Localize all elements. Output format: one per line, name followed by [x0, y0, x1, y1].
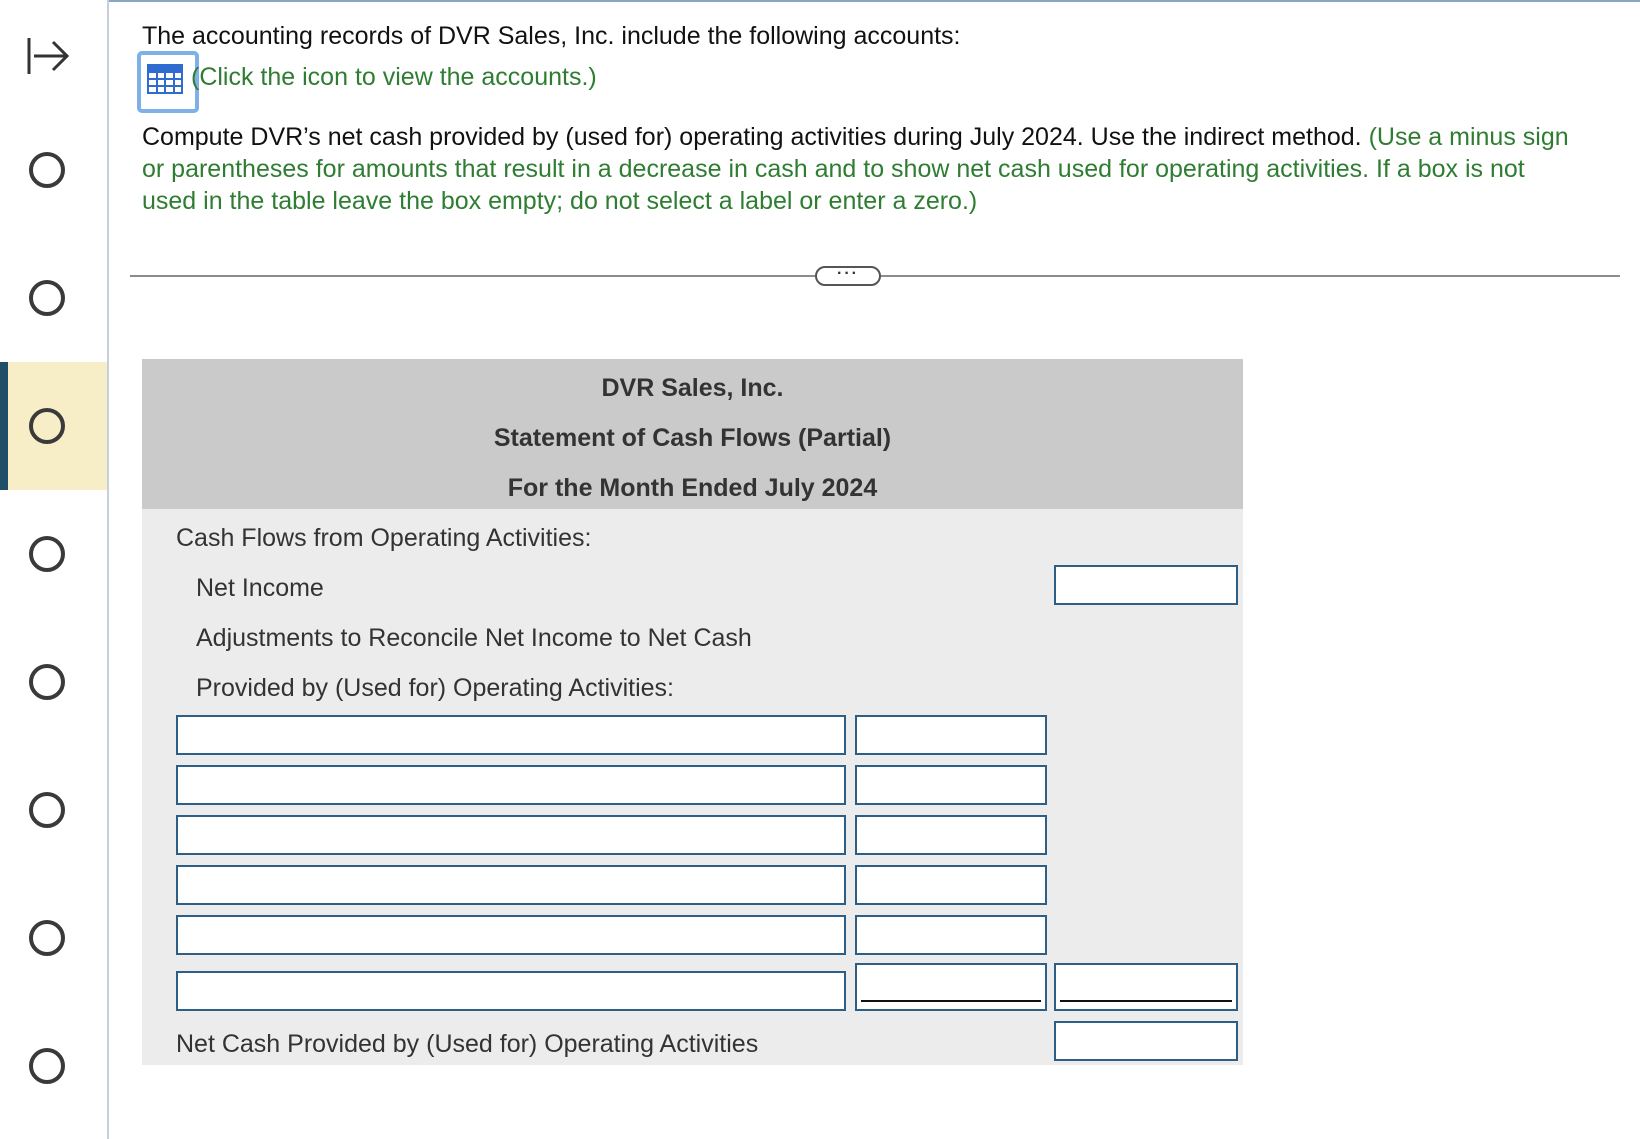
status-circle-icon: [29, 536, 65, 572]
statement-title: Statement of Cash Flows (Partial): [493, 424, 892, 452]
expand-sidebar-icon[interactable]: [24, 32, 72, 80]
status-circle-icon: [29, 280, 65, 316]
adjustment-label-select-5[interactable]: [176, 915, 846, 955]
instructions-hint: (Use a minus sign or parentheses for amounts that result in a decrease in cash and to show net cash used for operating activities. If a box is not used in the table leave the box empty; do not select a label or enter a zero.): [142, 123, 1569, 215]
active-indicator: [0, 362, 8, 490]
more-options-button[interactable]: ···: [815, 266, 881, 286]
status-circle-icon: [29, 1048, 65, 1084]
adjustments-label-line1: Adjustments to Reconcile Net Income to Net Cash: [196, 624, 752, 652]
intro-text: The accounting records of DVR Sales, Inc. include the following accounts:: [142, 22, 961, 50]
adjustment-amount-input-2[interactable]: [855, 765, 1047, 805]
question-item-3-active[interactable]: [0, 362, 107, 490]
statement-period: For the Month Ended July 2024: [507, 474, 878, 502]
table-icon: [147, 64, 183, 94]
status-circle-icon: [29, 920, 65, 956]
adjustment-amount-input-3[interactable]: [855, 815, 1047, 855]
net-income-label: Net Income: [196, 574, 324, 602]
statement-header: [142, 359, 1243, 509]
net-cash-label: Net Cash Provided by (Used for) Operating Activities: [176, 1030, 759, 1058]
adjustments-label-line2: Provided by (Used for) Operating Activities:: [196, 674, 674, 702]
question-sidebar: [0, 0, 109, 1139]
question-item-7[interactable]: [0, 874, 107, 1002]
adjustment-label-select-4[interactable]: [176, 865, 846, 905]
adjustment-amount-input-1[interactable]: [855, 715, 1047, 755]
section-label: Cash Flows from Operating Activities:: [176, 524, 592, 552]
company-name: DVR Sales, Inc.: [601, 374, 784, 402]
question-item-8[interactable]: [0, 1002, 107, 1130]
adjustment-label-select-6[interactable]: [176, 971, 846, 1011]
total-adjustments-input[interactable]: [1054, 963, 1238, 1011]
top-border: [0, 0, 1640, 2]
status-circle-icon: [29, 152, 65, 188]
adjustment-label-select-1[interactable]: [176, 715, 846, 755]
instructions-main: Compute DVR’s net cash provided by (used for) operating activities during July 2024. Use the indirect method.: [142, 123, 1369, 151]
accounts-table-button[interactable]: [137, 51, 199, 113]
net-income-input[interactable]: [1054, 565, 1238, 605]
question-item-5[interactable]: [0, 618, 107, 746]
question-item-1[interactable]: [0, 106, 107, 234]
adjustment-amount-input-5[interactable]: [855, 915, 1047, 955]
adjustment-label-select-3[interactable]: [176, 815, 846, 855]
adjustment-amount-input-4[interactable]: [855, 865, 1047, 905]
question-item-4[interactable]: [0, 490, 107, 618]
question-item-6[interactable]: [0, 746, 107, 874]
cash-flow-statement: [142, 359, 1243, 1065]
instructions: [142, 121, 1582, 217]
status-circle-icon: [29, 792, 65, 828]
status-circle-icon: [29, 664, 65, 700]
view-accounts-link[interactable]: (Click the icon to view the accounts.): [191, 63, 597, 91]
net-cash-input[interactable]: [1054, 1021, 1238, 1061]
adjustment-amount-input-6[interactable]: [855, 963, 1047, 1011]
adjustment-label-select-2[interactable]: [176, 765, 846, 805]
status-circle-icon: [29, 408, 65, 444]
question-item-2[interactable]: [0, 234, 107, 362]
